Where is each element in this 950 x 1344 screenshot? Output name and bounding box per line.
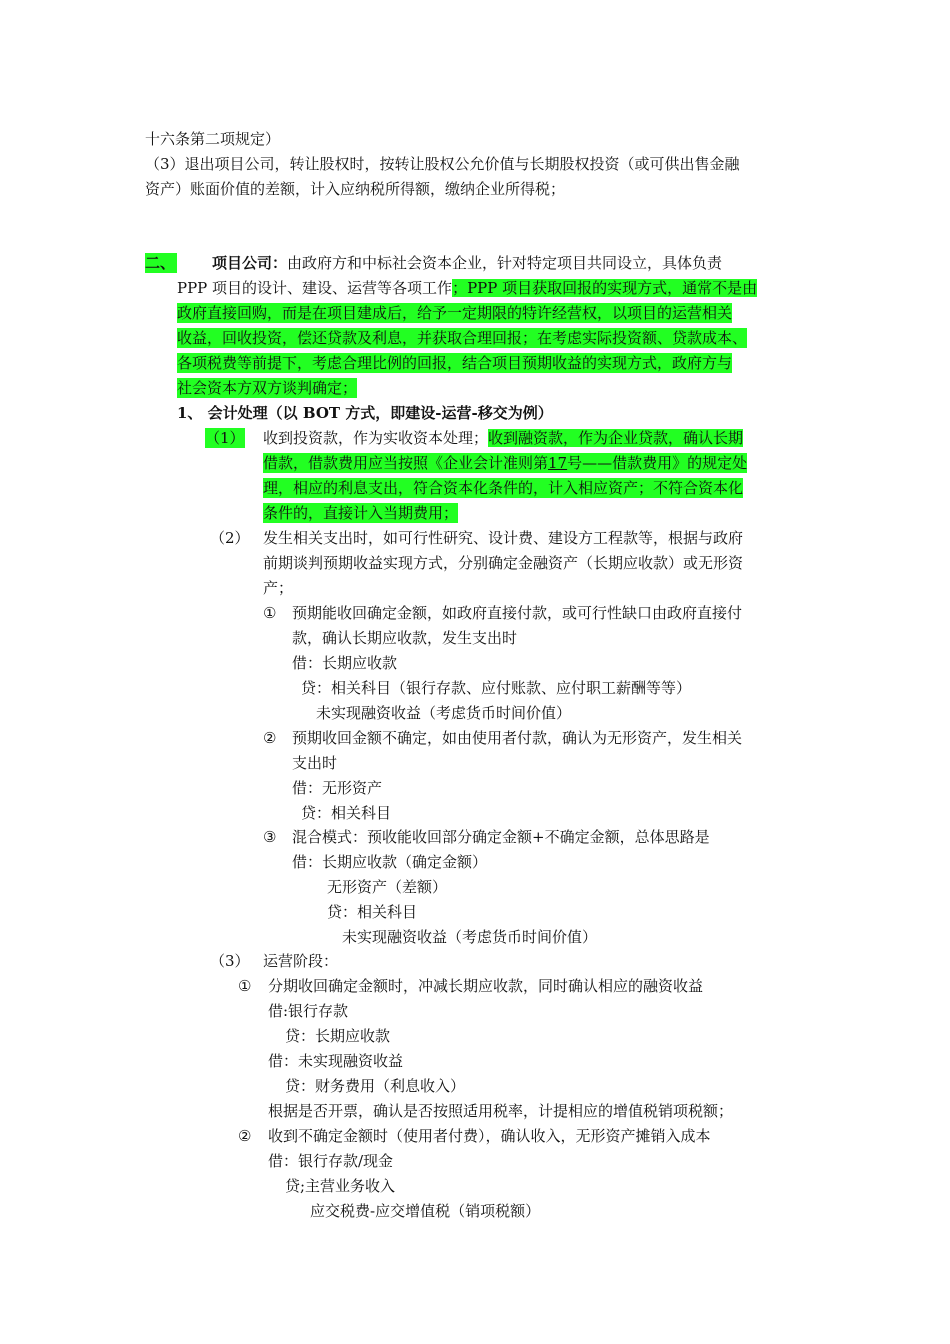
circled-marker: ①	[238, 977, 252, 995]
item-text: 款，确认长期应收款，发生支出时	[292, 629, 518, 647]
item-line	[263, 428, 743, 448]
journal-entry: 未实现融资收益（考虑货币时间价值）	[316, 704, 572, 722]
circled-marker: ②	[238, 1127, 252, 1145]
item-line	[263, 453, 747, 473]
item-text: 预期收回金额不确定，如由使用者付款，确认为无形资产，发生相关	[292, 729, 743, 747]
circled-marker: ②	[263, 729, 277, 747]
text-line: 资产）账面价值的差额，计入应纳税所得额，缴纳企业所得税；	[145, 180, 566, 198]
item-text: 预期能收回确定金额，如政府直接付款，或可行性缺口由政府直接付	[292, 604, 743, 622]
section-text: 由政府方和中标社会资本企业，针对特定项目共同设立，具体负责	[287, 254, 723, 272]
item-text: 发生相关支出时，如可行性研究、设计费、建设方工程款等，根据与政府	[263, 529, 744, 547]
circled-marker: ③	[263, 828, 277, 846]
item-number: （2）	[210, 529, 250, 547]
item-text: 收到投资款，作为实收资本处理；	[263, 429, 489, 447]
journal-entry: 贷：财务费用（利息收入）	[285, 1077, 466, 1095]
journal-entry: 借：银行存款/现金	[268, 1152, 394, 1170]
journal-entry: 借：无形资产	[292, 779, 383, 797]
item-text: 产；	[263, 579, 294, 597]
highlighted-text: 各项税费等前提下，考虑合理比例的回报，结合项目预期收益的实现方式，政府方与	[177, 354, 733, 372]
item-text: 运营阶段：	[263, 952, 339, 970]
item-text: 分期收回确定金额时，冲减长期应收款，同时确认相应的融资收益	[268, 977, 704, 995]
journal-entry: 贷：相关科目（银行存款、应付账款、应付职工薪酬等等）	[301, 679, 692, 697]
item-number: （3）	[210, 952, 250, 970]
highlighted-text: 收到融资款，作为企业贷款，确认长期	[488, 429, 744, 447]
journal-entry: 借：长期应收款（确定金额）	[292, 853, 488, 871]
item-number: （1）	[205, 429, 245, 447]
highlighted-text: 条件的，直接计入当期费用；	[263, 504, 459, 522]
item-text: 支出时	[292, 754, 338, 772]
section-line	[177, 278, 757, 298]
journal-entry: 贷：长期应收款	[285, 1027, 391, 1045]
section-line	[212, 253, 722, 273]
journal-entry: 借：长期应收款	[292, 654, 398, 672]
section-text: PPP 项目的设计、建设、运营等各项工作	[177, 279, 453, 297]
highlighted-text: 政府直接回购，而是在项目建成后，给予一定期限的特许经营权，以项目的运营相关	[177, 304, 733, 322]
journal-entry: 未实现融资收益（考虑货币时间价值）	[342, 928, 598, 946]
journal-entry: 借:银行存款	[268, 1002, 349, 1020]
journal-entry: 贷：相关科目	[301, 804, 392, 822]
journal-entry: 无形资产（差额）	[327, 878, 448, 896]
highlighted-text: 借款，借款费用应当按照《企业会计准则第	[263, 454, 549, 472]
highlighted-text: 收益，回收投资，偿还贷款及利息，并获取合理回报；在考虑实际投资额、贷款成本、	[177, 329, 748, 347]
subsection-heading: 1、 会计处理（以 BOT 方式，即建设-运营-移交为例）	[177, 404, 553, 422]
highlighted-text: 号——借款费用》的规定处	[567, 454, 748, 472]
journal-entry: 借：未实现融资收益	[268, 1052, 404, 1070]
text-line: 十六条第二项规定）	[145, 130, 281, 148]
item-text: 混合模式：预收能收回部分确定金额+不确定金额，总体思路是	[292, 828, 710, 846]
journal-entry: 应交税费-应交增值税（销项税额）	[310, 1202, 541, 1220]
text-line: （3）退出项目公司，转让股权时，按转让股权公允价值与长期股权投资（或可供出售金融	[145, 155, 740, 173]
item-text: 根据是否开票，确认是否按照适用税率，计提相应的增值税销项税额；	[268, 1102, 734, 1120]
section-number: 二、	[145, 254, 176, 272]
section-title: 项目公司：	[212, 254, 288, 272]
journal-entry: 贷;主营业务收入	[285, 1177, 396, 1195]
highlighted-text: 社会资本方双方谈判确定；	[177, 379, 358, 397]
item-text: 收到不确定金额时（使用者付费），确认收入，无形资产摊销入成本	[268, 1127, 711, 1145]
circled-marker: ①	[263, 604, 277, 622]
highlighted-text: 理，相应的利息支出，符合资本化条件的，计入相应资产；不符合资本化	[263, 479, 744, 497]
journal-entry: 贷：相关科目	[327, 903, 418, 921]
highlighted-text: ；PPP 项目获取回报的实现方式，通常不是由	[452, 279, 758, 297]
item-text: 前期谈判预期收益实现方式，分别确定金融资产（长期应收款）或无形资	[263, 554, 744, 572]
standard-number: 17	[548, 454, 568, 472]
